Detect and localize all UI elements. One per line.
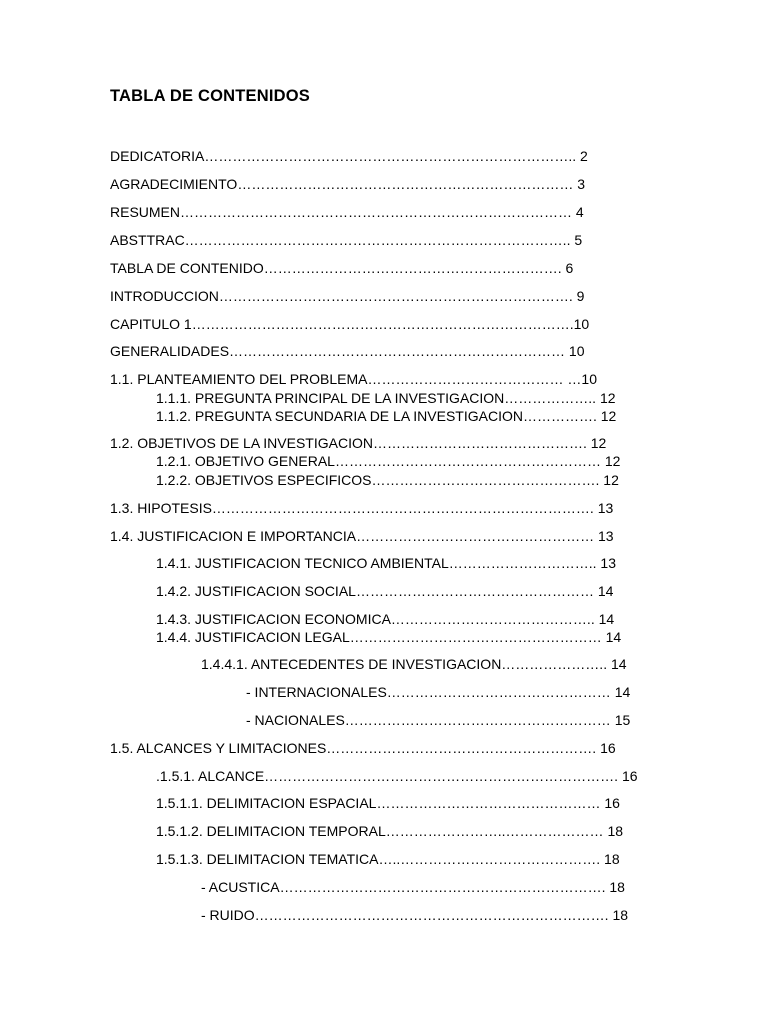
toc-entry: 1.4. JUSTIFICACION E IMPORTANCIA…………………………………………… 13: [110, 528, 614, 544]
toc-entry: 1.1. PLANTEAMIENTO DEL PROBLEMA…………………………………… …10: [110, 371, 597, 387]
toc-entry: 1.5.1.3. DELIMITACION TEMATICA…..……………………………………. 18: [156, 851, 620, 867]
toc-entry: - RUIDO…………………………………………………………………. 18: [201, 907, 629, 923]
toc-entry: AGRADECIMIENTO……………………………………………………………… 3: [110, 176, 585, 192]
toc-entry: 1.2.1. OBJETIVO GENERAL………………………………………………… 12: [156, 453, 621, 469]
toc-entry: CAPITULO 1……………………………………………………………………….10: [110, 316, 590, 332]
toc-entry: INTRODUCCION…………………………………………………………………. 9: [110, 288, 585, 304]
toc-entry: .1.5.1. ALCANCE…………………………………………………………………. 16: [156, 768, 638, 784]
toc-entry: 1.3. HIPOTESIS………………………………………………………………………. 13: [110, 500, 614, 516]
toc-entry: 1.5. ALCANCES Y LIMITACIONES…………………………………………………. 16: [110, 740, 616, 756]
toc-entry: 1.4.3. JUSTIFICACION ECONOMICA…………………………………….. 14: [156, 611, 615, 627]
toc-entry: - INTERNACIONALES………………………………………… 14: [246, 684, 631, 700]
page-title: TABLA DE CONTENIDOS: [110, 87, 310, 105]
toc-entry: - NACIONALES………………………………………………… 15: [246, 712, 631, 728]
toc-entry: GENERALIDADES……………………………………………………………… 10: [110, 343, 585, 359]
toc-entry: ABSTTRAC……………………………………………………………………….. 5: [110, 232, 583, 248]
toc-entry: 1.4.2. JUSTIFICACION SOCIAL…………………………………………… 14: [156, 583, 614, 599]
toc-entry: 1.1.2. PREGUNTA SECUNDARIA DE LA INVESTIGACION……………. 12: [156, 408, 617, 424]
toc-entry: 1.2. OBJETIVOS DE LA INVESTIGACION………………………………………. 12: [110, 435, 607, 451]
toc-entry: DEDICATORIA…………………………………………………………………….. 2: [110, 148, 588, 164]
toc-entry: 1.4.1. JUSTIFICACION TECNICO AMBIENTAL………………………….. 13: [156, 555, 617, 571]
toc-entry: RESUMEN………………………………………………………………………… 4: [110, 204, 584, 220]
toc-entry: - ACUSTICA……………………………………………………………. 18: [201, 879, 625, 895]
toc-entry: 1.4.4.1. ANTECEDENTES DE INVESTIGACION………………….. 14: [201, 656, 627, 672]
toc-entry: 1.1.1. PREGUNTA PRINCIPAL DE LA INVESTIGACION……………….. 12: [156, 390, 616, 406]
toc-entry: 1.5.1.1. DELIMITACION ESPACIAL………………………………………… 16: [156, 795, 620, 811]
toc-entry: 1.2.2. OBJETIVOS ESPECIFICOS…………………………………………. 12: [156, 472, 619, 488]
toc-entry: 1.5.1.2. DELIMITACION TEMPORAL……………………..………………… 18: [156, 823, 624, 839]
toc-entry: TABLA DE CONTENIDO………………………………………………………. 6: [110, 260, 574, 276]
toc-entry: 1.4.4. JUSTIFICACION LEGAL……………………………………………… 14: [156, 629, 622, 645]
